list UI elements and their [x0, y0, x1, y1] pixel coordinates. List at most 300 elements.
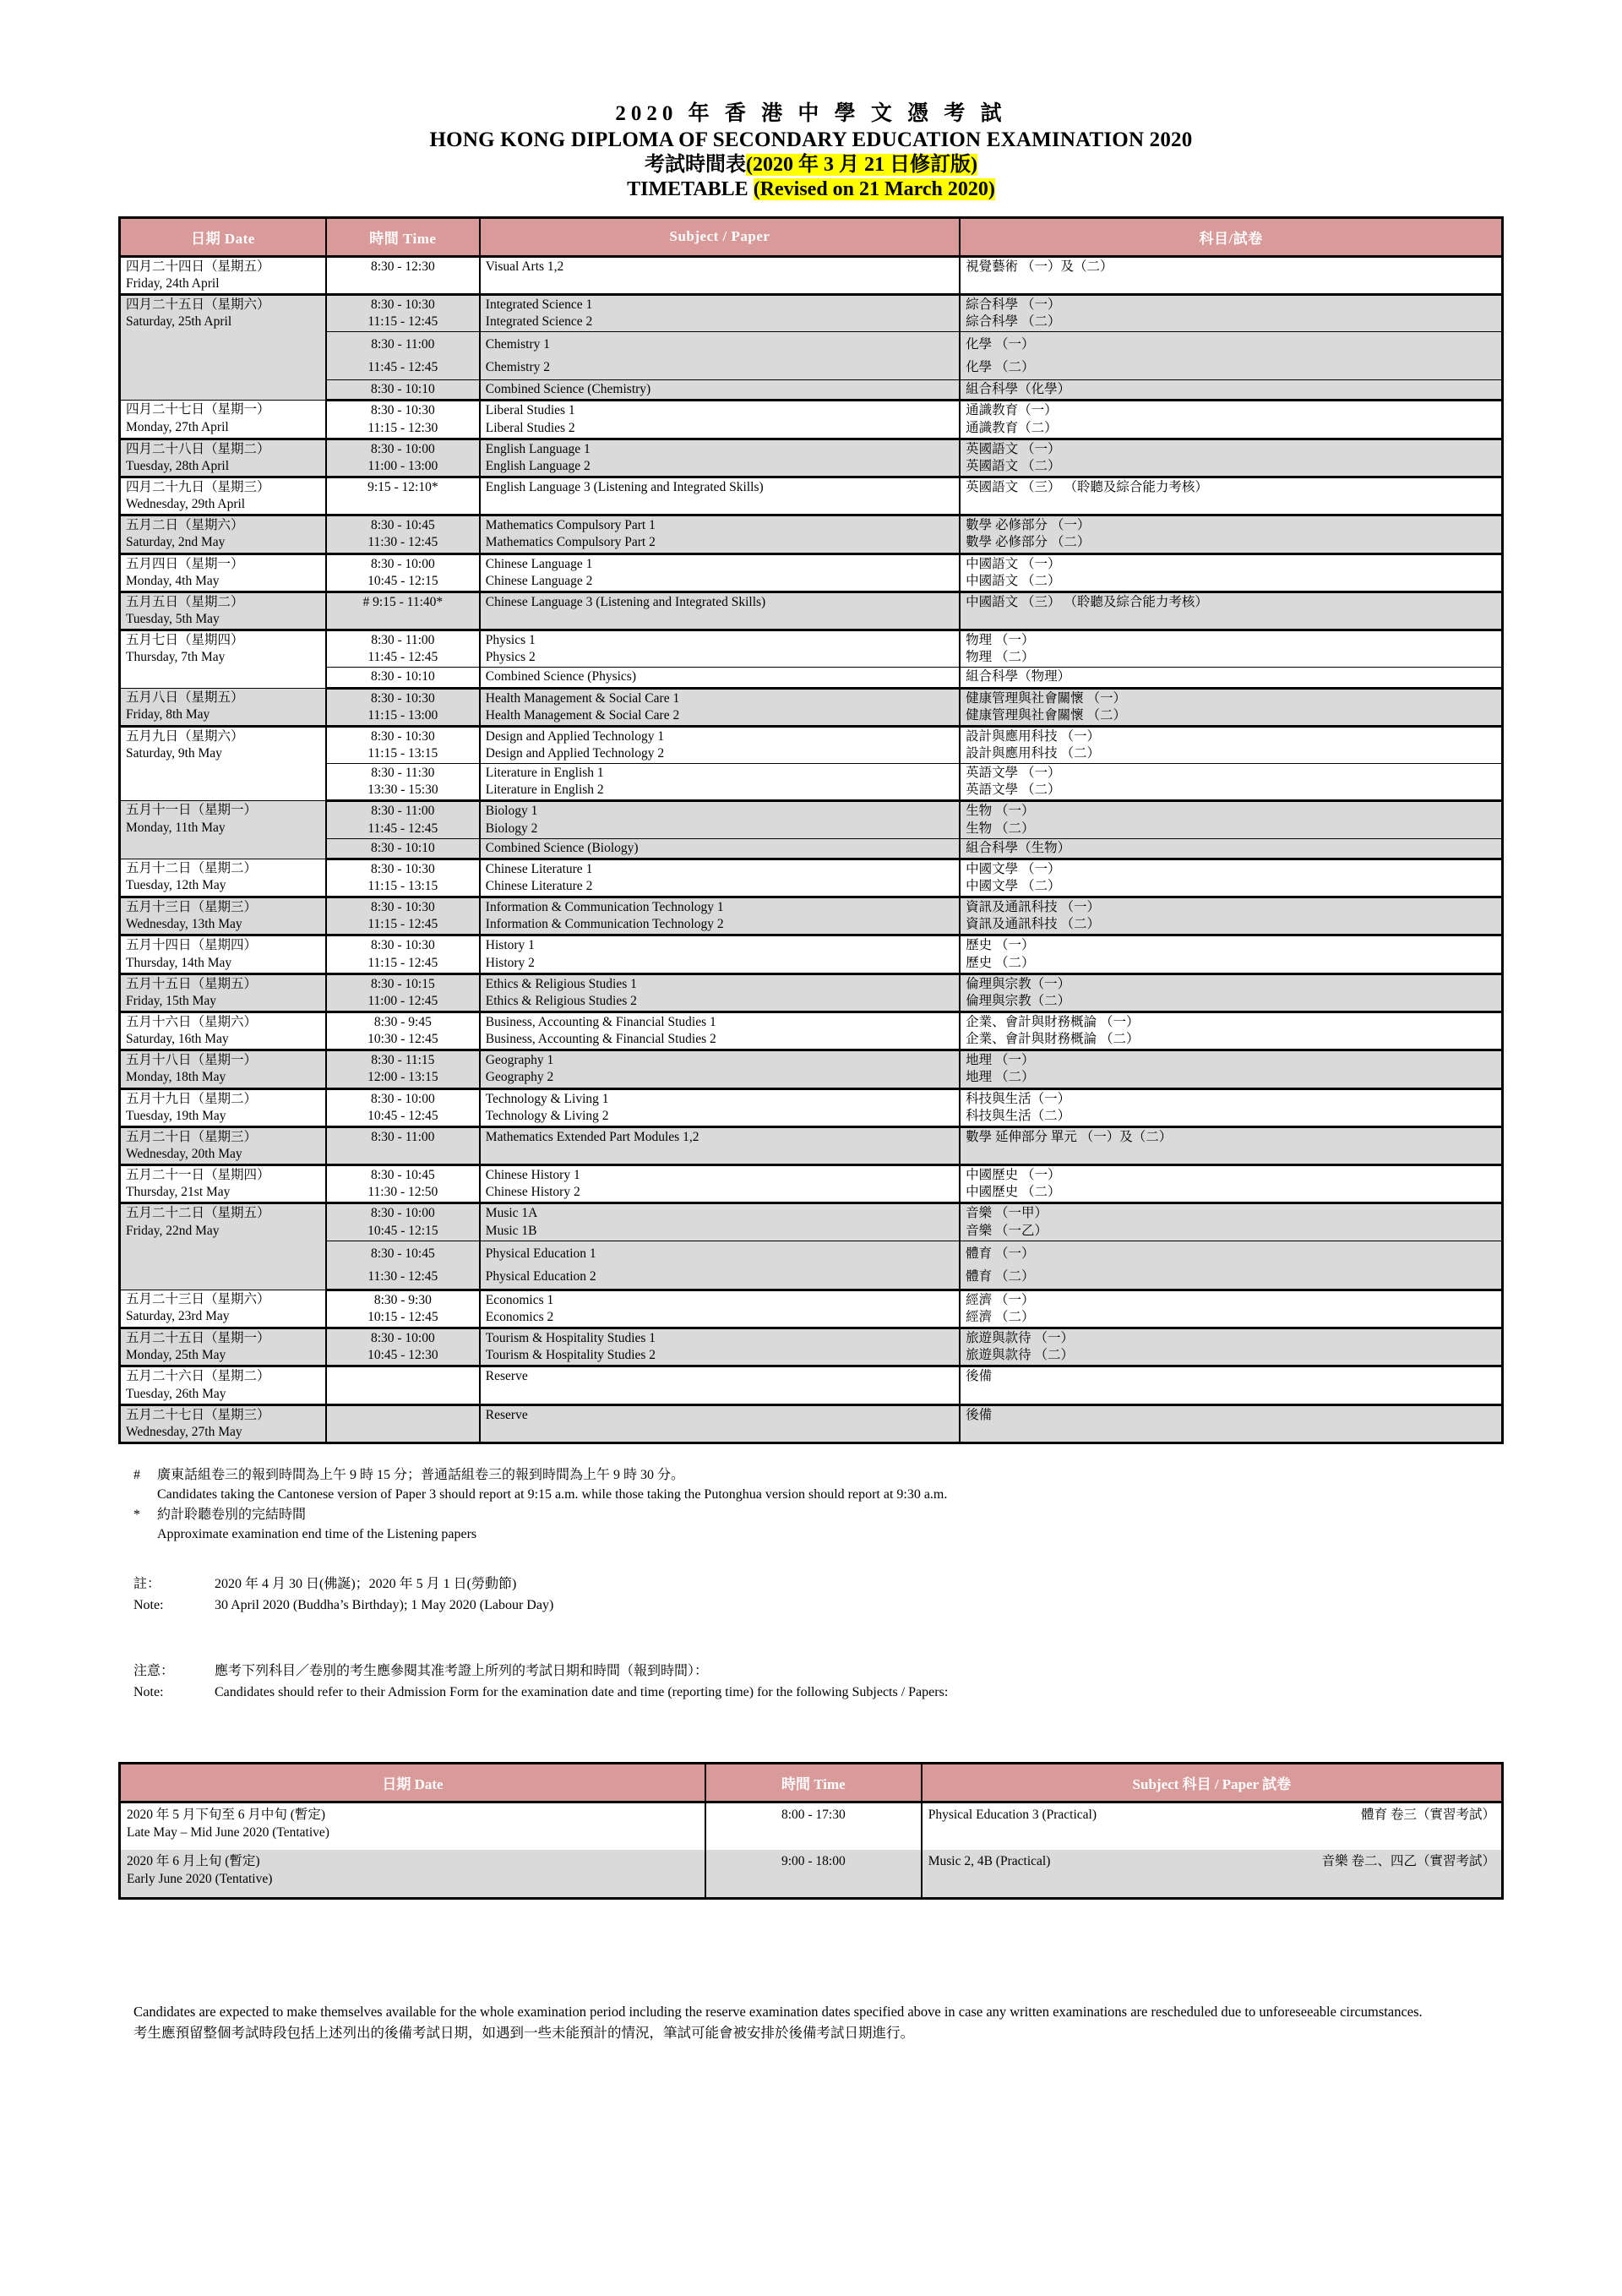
table-row — [120, 1165, 1503, 1203]
exam-subject: Integrated Science 1 — [485, 297, 593, 312]
exam-time: 8:30 - 11:00 — [371, 804, 435, 819]
exam-time: 8:30 - 10:10 — [370, 382, 435, 397]
exam-date-chinese: 五月七日（星期四） — [126, 633, 244, 648]
exam-time: 8:30 - 10:10 — [370, 669, 435, 684]
exam-time-cell — [326, 401, 480, 439]
exam-subject-cn-cell — [960, 592, 1502, 630]
exam-date-cell — [120, 1366, 326, 1404]
exam-date-english: Wednesday, 20th May — [126, 1146, 242, 1161]
practical-subject-chinese: 音樂 卷二、四乙（實習考試） — [1321, 1854, 1495, 1869]
exam-subject: Chinese History 2 — [485, 1185, 580, 1200]
exam-subject: Ethics & Religious Studies 2 — [485, 993, 637, 1008]
exam-time: 8:30 - 10:45 — [370, 518, 435, 533]
practical-table-row — [120, 1850, 1503, 1898]
exam-time: # 9:15 - 11:40* — [362, 594, 444, 609]
exam-subject-chinese: 設計與應用科技 （二） — [966, 746, 1101, 761]
exam-subject: Geography 1 — [485, 1053, 554, 1068]
exam-date-cell — [120, 801, 326, 859]
exam-date-cell — [120, 1290, 326, 1328]
note-admission-english: Candidates should refer to their Admission Form for the examination date and time (reporting time) for the following Subjects / Papers: — [215, 1685, 949, 1700]
table-row — [120, 801, 1503, 838]
exam-date-chinese: 五月二十二日（星期五） — [126, 1206, 270, 1221]
exam-subject-cell — [480, 380, 960, 401]
exam-date-chinese: 四月二十四日（星期五） — [126, 259, 270, 274]
examination-timetable — [118, 216, 1504, 1445]
exam-time-cell — [326, 764, 480, 801]
exam-time: 11:45 - 12:45 — [367, 821, 438, 836]
exam-time-cell — [326, 332, 480, 380]
exam-subject-cn-cell — [960, 477, 1502, 515]
footnote-hash-text — [157, 1466, 1504, 1504]
exam-date-chinese: 五月二十七日（星期三） — [126, 1407, 270, 1422]
exam-time-cell — [326, 973, 480, 1012]
exam-time: 8:30 - 10:00 — [370, 1331, 435, 1346]
exam-time-cell — [326, 630, 480, 668]
spacer — [118, 1704, 1504, 1753]
bottom-notice-english: Candidates are expected to make themselves available for the whole examination period including the reserve examination dates specified above in case any written examinations are rescheduled due to unforeseeable circumstances. — [133, 2003, 1423, 2020]
exam-subject-chinese: 中國文學 （二） — [966, 879, 1061, 893]
practical-table-body — [120, 1802, 1503, 1898]
exam-time-cell — [326, 897, 480, 935]
exam-subject-chinese: 經濟 （一） — [966, 1292, 1035, 1307]
exam-subject-cn-cell — [960, 515, 1502, 554]
exam-subject-cell — [480, 859, 960, 897]
exam-time-cell — [326, 935, 480, 973]
exam-time: 8:30 - 10:00 — [370, 441, 435, 456]
exam-date-chinese: 五月十三日（星期三） — [126, 900, 258, 915]
exam-subject-chinese: 生物 （二） — [966, 821, 1035, 836]
table-row — [120, 764, 1503, 801]
exam-subject-chinese: 物理 （二） — [966, 650, 1035, 665]
title-chinese-sub-plain: 考試時間表 — [645, 154, 746, 176]
exam-date-cell — [120, 554, 326, 592]
exam-subject-cell — [480, 973, 960, 1012]
exam-date-cell — [120, 897, 326, 935]
exam-date-english: Saturday, 25th April — [126, 314, 232, 329]
column-header-date: 日期 Date — [120, 217, 326, 256]
exam-date-english: Friday, 22nd May — [126, 1223, 220, 1238]
exam-subject: Business, Accounting & Financial Studies 1 — [485, 1014, 716, 1029]
exam-date-english: Tuesday, 28th April — [126, 458, 230, 473]
exam-date-english: Friday, 24th April — [126, 275, 220, 291]
table-row — [120, 897, 1503, 935]
exam-date-cell — [120, 630, 326, 688]
exam-time-cell — [326, 1404, 480, 1442]
exam-subject-cn-cell — [960, 554, 1502, 592]
exam-time: 8:30 - 10:30 — [370, 690, 435, 706]
exam-time-cell — [326, 1328, 480, 1366]
exam-subject-cn-cell — [960, 668, 1502, 688]
table-row — [120, 401, 1503, 439]
title-chinese-main: 2020 年 香 港 中 學 文 憑 考 試 — [615, 102, 1007, 125]
exam-subject-cn-cell — [960, 1404, 1502, 1442]
exam-subject: Liberal Studies 2 — [485, 420, 575, 435]
exam-subject: Chinese Language 2 — [485, 573, 593, 588]
exam-date-cell — [120, 1328, 326, 1366]
note-holidays-chinese: 2020 年 4 月 30 日(佛誕)；2020 年 5 月 1 日(勞動節) — [215, 1576, 517, 1591]
exam-subject-chinese: 科技與生活（一） — [966, 1091, 1071, 1106]
exam-subject-cn-cell — [960, 380, 1502, 401]
title-english-main: HONG KONG DIPLOMA OF SECONDARY EDUCATION EXAMINATION 2020 — [429, 128, 1193, 151]
exam-date-chinese: 五月十九日（星期二） — [126, 1091, 258, 1106]
exam-subject-cn-cell — [960, 1203, 1502, 1241]
exam-subject: Information & Communication Technology 1 — [485, 900, 724, 915]
exam-subject-cell — [480, 1328, 960, 1366]
exam-subject-cell — [480, 1165, 960, 1203]
exam-subject-chinese: 英國語文 （一） — [966, 441, 1061, 456]
exam-date-chinese: 四月二十七日（星期一） — [126, 402, 270, 417]
exam-date-chinese: 五月八日（星期五） — [126, 690, 244, 705]
exam-subject-cn-cell — [960, 256, 1502, 294]
exam-time: 10:15 - 12:45 — [367, 1310, 438, 1325]
exam-time: 8:30 - 11:00 — [371, 1129, 435, 1144]
exam-subject: Biology 1 — [485, 804, 538, 819]
practical-subject-chinese: 體育 卷三（實習考試） — [1361, 1807, 1495, 1822]
exam-time: 8:30 - 10:30 — [370, 728, 435, 744]
exam-date-chinese: 五月十四日（星期四） — [126, 938, 258, 953]
footnote-hash-chinese: 廣東話組卷三的報到時間為上午 9 時 15 分；普通話組卷三的報到時間為上午 9 時 30 分。 — [157, 1468, 685, 1483]
exam-subject-cell — [480, 294, 960, 331]
practical-date-cell — [120, 1850, 705, 1898]
exam-subject-chinese: 組合科學（生物） — [966, 840, 1071, 855]
exam-time: 10:45 - 12:45 — [367, 1108, 438, 1123]
practical-column-header-subject: Subject 科目 / Paper 試卷 — [922, 1763, 1503, 1802]
exam-date-cell — [120, 256, 326, 294]
practical-time-cell: 8:00 - 17:30 — [705, 1802, 922, 1850]
exam-date-english: Monday, 27th April — [126, 419, 229, 434]
table-row — [120, 256, 1503, 294]
exam-subject-cn-cell — [960, 1328, 1502, 1366]
footnote-hash-english: Candidates taking the Cantonese version of Paper 3 should report at 9:15 a.m. while those taking the Putonghua version should report at 9:30 a.m. — [157, 1486, 948, 1502]
practical-date-english: Early June 2020 (Tentative) — [127, 1872, 273, 1887]
exam-subject: History 2 — [485, 955, 535, 970]
exam-date-english: Monday, 18th May — [126, 1070, 226, 1085]
exam-subject-cell — [480, 764, 960, 801]
column-header-subject: Subject / Paper — [480, 217, 960, 256]
exam-subject-cn-cell — [960, 726, 1502, 763]
exam-time-cell — [326, 477, 480, 515]
exam-subject-cell — [480, 935, 960, 973]
table-row — [120, 1328, 1503, 1366]
spacer — [118, 1617, 1504, 1662]
exam-subject-cn-cell — [960, 935, 1502, 973]
exam-time: 8:30 - 10:30 — [370, 403, 435, 418]
exam-time: 10:30 - 12:45 — [367, 1032, 438, 1047]
title-english-sub-revision: (Revised on 21 March 2020) — [753, 178, 995, 201]
exam-subject-cn-cell — [960, 1126, 1502, 1164]
exam-time: 8:30 - 10:15 — [370, 976, 435, 991]
spacer — [118, 1546, 1504, 1575]
exam-subject: Business, Accounting & Financial Studies 2 — [485, 1032, 716, 1047]
exam-subject: Chinese Literature 2 — [485, 879, 593, 893]
note-admission-en-row — [118, 1683, 1504, 1703]
exam-date-cell — [120, 1012, 326, 1050]
exam-time-cell — [326, 668, 480, 688]
exam-subject-cn-cell — [960, 1088, 1502, 1126]
exam-subject: Economics 1 — [485, 1292, 554, 1307]
exam-subject: Chemistry 2 — [485, 360, 550, 375]
exam-subject-cn-cell — [960, 859, 1502, 897]
exam-date-chinese: 五月四日（星期一） — [126, 556, 244, 571]
exam-subject-chinese: 數學 延伸部分 單元 （一）及（二） — [966, 1129, 1173, 1144]
exam-subject-cell — [480, 1012, 960, 1050]
exam-time: 13:30 - 15:30 — [367, 783, 438, 798]
exam-subject-chinese: 英語文學 （一） — [966, 766, 1061, 781]
table-row — [120, 380, 1503, 401]
exam-subject-chinese: 地理 （一） — [966, 1053, 1035, 1068]
exam-time: 11:15 - 12:30 — [367, 420, 438, 435]
exam-subject-cell — [480, 1404, 960, 1442]
exam-date-cell — [120, 477, 326, 515]
timetable-body — [120, 256, 1503, 1443]
practical-header-row — [120, 1763, 1503, 1802]
exam-date-cell — [120, 688, 326, 726]
exam-subject-chinese: 旅遊與款待 （二） — [966, 1348, 1075, 1363]
title-chinese-sub-revision: (2020 年 3 月 21 日修訂版) — [746, 154, 977, 176]
exam-subject-chinese: 科技與生活（二） — [966, 1108, 1071, 1123]
table-row — [120, 1012, 1503, 1050]
exam-subject-cn-cell — [960, 332, 1502, 380]
exam-subject-chinese: 中國歷史 （一） — [966, 1168, 1061, 1183]
practical-subject-english: Physical Education 3 (Practical) — [928, 1807, 1097, 1822]
exam-time: 8:30 - 10:00 — [370, 1206, 435, 1221]
exam-subject: Physical Education 1 — [485, 1246, 596, 1261]
exam-subject-chinese: 資訊及通訊科技 （一） — [966, 900, 1101, 915]
exam-time: 8:30 - 9:30 — [373, 1292, 432, 1307]
exam-date-chinese: 五月十二日（星期二） — [126, 860, 258, 875]
exam-subject-cell — [480, 688, 960, 726]
exam-time: 8:30 - 9:45 — [373, 1014, 432, 1029]
exam-time: 8:30 - 10:10 — [370, 840, 435, 855]
exam-date-cell — [120, 1050, 326, 1088]
table-row — [120, 935, 1503, 973]
table-row — [120, 554, 1503, 592]
exam-date-chinese: 五月九日（星期六） — [126, 728, 244, 744]
practical-table-row — [120, 1802, 1503, 1850]
exam-subject-chinese: 視覺藝術 （一）及（二） — [966, 259, 1113, 274]
exam-subject-chinese: 企業、會計與財務概論 （一） — [966, 1014, 1140, 1029]
exam-subject-cell — [480, 801, 960, 838]
exam-subject: Reserve — [485, 1407, 528, 1422]
exam-date-cell — [120, 973, 326, 1012]
table-row — [120, 859, 1503, 897]
practical-date-chinese: 2020 年 5 月下旬至 6 月中旬 (暫定) — [127, 1807, 326, 1822]
exam-subject-chinese: 後備 — [966, 1407, 993, 1422]
exam-subject-cn-cell — [960, 688, 1502, 726]
exam-time-cell — [326, 838, 480, 859]
exam-date-chinese: 五月十六日（星期六） — [126, 1014, 258, 1029]
exam-subject-cell — [480, 1050, 960, 1088]
exam-subject: Music 1B — [485, 1223, 537, 1238]
exam-subject-cn-cell — [960, 897, 1502, 935]
exam-subject: Ethics & Religious Studies 1 — [485, 976, 637, 991]
exam-time-cell — [326, 515, 480, 554]
exam-subject-chinese: 綜合科學 （二） — [966, 314, 1061, 329]
exam-date-english: Thursday, 14th May — [126, 955, 232, 970]
exam-time-cell — [326, 1126, 480, 1164]
exam-subject: Design and Applied Technology 1 — [485, 728, 665, 744]
footnotes-section — [118, 1466, 1504, 1703]
exam-date-english: Saturday, 23rd May — [126, 1309, 230, 1324]
table-row — [120, 515, 1503, 554]
exam-subject-chinese: 旅遊與款待 （一） — [966, 1331, 1075, 1346]
exam-subject: Chinese Literature 1 — [485, 861, 593, 876]
exam-subject: Information & Communication Technology 2 — [485, 917, 724, 932]
exam-subject-chinese: 英國語文 （二） — [966, 458, 1061, 473]
exam-subject: Combined Science (Chemistry) — [485, 382, 651, 397]
exam-date-chinese: 四月二十九日（星期三） — [126, 480, 270, 495]
practical-column-header-date: 日期 Date — [120, 1763, 705, 1802]
footnote-star-marker: * — [133, 1508, 140, 1523]
exam-subject: Tourism & Hospitality Studies 1 — [485, 1331, 656, 1346]
note-admission-label-english: Note: — [133, 1685, 164, 1700]
exam-subject-chinese: 生物 （一） — [966, 804, 1035, 819]
document-title-block — [118, 101, 1504, 203]
exam-date-english: Tuesday, 26th May — [126, 1386, 226, 1401]
exam-subject-chinese: 音樂 （一乙） — [966, 1223, 1048, 1238]
exam-date-chinese: 四月二十八日（星期二） — [126, 441, 270, 456]
exam-date-english: Tuesday, 19th May — [126, 1108, 226, 1123]
exam-time: 8:30 - 10:45 — [370, 1168, 435, 1183]
exam-subject: Mathematics Extended Part Modules 1,2 — [485, 1129, 699, 1144]
exam-time: 11:30 - 12:45 — [367, 535, 438, 550]
exam-time-cell — [326, 801, 480, 838]
exam-time-cell — [326, 554, 480, 592]
table-row — [120, 1088, 1503, 1126]
exam-subject-cell — [480, 1290, 960, 1328]
exam-date-english: Saturday, 16th May — [126, 1032, 229, 1047]
exam-subject: Technology & Living 1 — [485, 1091, 609, 1106]
exam-date-cell — [120, 859, 326, 897]
exam-subject-chinese: 化學 （一） — [966, 337, 1035, 352]
exam-subject: Technology & Living 2 — [485, 1108, 609, 1123]
practical-date-english: Late May – Mid June 2020 (Tentative) — [127, 1824, 329, 1840]
table-row — [120, 726, 1503, 763]
exam-date-chinese: 四月二十五日（星期六） — [126, 297, 270, 312]
exam-time: 8:30 - 11:15 — [371, 1053, 435, 1068]
exam-subject-chinese: 倫理與宗教（一） — [966, 976, 1071, 991]
note-holidays-en-row — [118, 1596, 1504, 1616]
exam-time: 11:45 - 12:45 — [367, 650, 438, 665]
table-row — [120, 668, 1503, 688]
exam-date-english: Wednesday, 13th May — [126, 917, 242, 932]
exam-subject-cell — [480, 554, 960, 592]
exam-subject-cn-cell — [960, 973, 1502, 1012]
exam-subject: Mathematics Compulsory Part 1 — [485, 518, 656, 533]
exam-time-cell — [326, 294, 480, 331]
exam-date-chinese: 五月二日（星期六） — [126, 518, 244, 533]
exam-date-cell — [120, 726, 326, 801]
exam-subject-chinese: 設計與應用科技 （一） — [966, 728, 1101, 744]
exam-date-cell — [120, 1165, 326, 1203]
exam-subject: Reserve — [485, 1369, 528, 1384]
bottom-notice — [118, 2001, 1504, 2043]
table-row — [120, 294, 1503, 331]
exam-subject-chinese: 綜合科學 （一） — [966, 297, 1061, 312]
note-holidays — [118, 1575, 1504, 1595]
exam-subject: Liberal Studies 1 — [485, 403, 575, 418]
exam-date-english: Friday, 8th May — [126, 706, 210, 722]
exam-time: 11:30 - 12:45 — [367, 1268, 438, 1284]
exam-subject-chinese: 數學 必修部分 （一） — [966, 518, 1091, 533]
table-row — [120, 1241, 1503, 1290]
exam-subject-cell — [480, 726, 960, 763]
exam-date-cell — [120, 439, 326, 477]
exam-time: 11:00 - 13:00 — [367, 458, 438, 473]
table-row — [120, 439, 1503, 477]
exam-date-chinese: 五月十八日（星期一） — [126, 1053, 258, 1068]
title-english-sub-plain: TIMETABLE — [627, 178, 754, 201]
exam-date-chinese: 五月二十六日（星期二） — [126, 1369, 270, 1384]
exam-subject-cell — [480, 439, 960, 477]
bottom-notice-chinese: 考生應預留整個考試時段包括上述列出的後備考試日期，如遇到一些未能預計的情況，筆試可能會被安排於後備考試日期進行。 — [133, 2024, 914, 2041]
footnote-hash — [118, 1466, 1504, 1504]
exam-date-chinese: 五月二十五日（星期一） — [126, 1331, 270, 1346]
note-admission-label-chinese: 注意： — [133, 1664, 175, 1679]
exam-time: 8:30 - 10:30 — [370, 297, 435, 312]
exam-time: 8:30 - 10:00 — [370, 556, 435, 571]
exam-date-english: Monday, 25th May — [126, 1348, 226, 1363]
table-row — [120, 630, 1503, 668]
exam-date-cell — [120, 401, 326, 439]
exam-subject-cn-cell — [960, 1290, 1502, 1328]
exam-subject-chinese: 中國語文 （三） （聆聽及綜合能力考核） — [966, 594, 1208, 609]
exam-subject: Literature in English 1 — [485, 766, 604, 781]
practical-examination-table — [118, 1762, 1504, 1900]
exam-subject: English Language 1 — [485, 441, 591, 456]
exam-subject: Economics 2 — [485, 1310, 554, 1325]
exam-subject: Health Management & Social Care 2 — [485, 707, 680, 723]
exam-time: 8:30 - 11:00 — [371, 337, 435, 352]
exam-subject-chinese: 後備 — [966, 1369, 993, 1384]
exam-subject-cn-cell — [960, 630, 1502, 668]
exam-subject: Chemistry 1 — [485, 337, 550, 352]
exam-time-cell — [326, 1290, 480, 1328]
exam-subject-chinese: 體育 （一） — [966, 1246, 1035, 1261]
note-holidays-label-chinese: 註： — [133, 1576, 161, 1591]
exam-time: 11:15 - 13:00 — [367, 707, 438, 723]
exam-time-cell — [326, 1050, 480, 1088]
exam-date-english: Tuesday, 5th May — [126, 612, 220, 627]
table-row — [120, 1050, 1503, 1088]
exam-time: 11:45 - 12:45 — [367, 360, 438, 375]
exam-subject: Tourism & Hospitality Studies 2 — [485, 1348, 656, 1363]
footnote-star — [118, 1506, 1504, 1544]
practical-subject-cell — [922, 1850, 1503, 1898]
exam-date-english: Tuesday, 12th May — [126, 878, 226, 892]
exam-date-english: Saturday, 9th May — [126, 746, 222, 761]
exam-date-english: Wednesday, 29th April — [126, 497, 246, 512]
exam-date-english: Monday, 4th May — [126, 573, 220, 588]
exam-subject: English Language 3 (Listening and Integrated Skills) — [485, 480, 764, 495]
exam-subject-cell — [480, 1126, 960, 1164]
exam-subject-chinese: 倫理與宗教（二） — [966, 993, 1071, 1008]
exam-time-cell — [326, 1203, 480, 1241]
practical-time-cell: 9:00 - 18:00 — [705, 1850, 922, 1898]
exam-subject-chinese: 組合科學（物理） — [966, 669, 1071, 684]
exam-subject: Health Management & Social Care 1 — [485, 690, 680, 706]
exam-subject-chinese: 健康管理與社會關懷 （一） — [966, 690, 1127, 706]
exam-subject-cn-cell — [960, 294, 1502, 331]
column-header-time: 時間 Time — [326, 217, 480, 256]
practical-subject-english: Music 2, 4B (Practical) — [928, 1854, 1051, 1869]
exam-subject-chinese: 組合科學（化學） — [966, 382, 1071, 397]
exam-subject: Geography 2 — [485, 1070, 554, 1085]
exam-date-cell — [120, 1126, 326, 1164]
exam-subject-cell — [480, 332, 960, 380]
exam-date-english: Wednesday, 27th May — [126, 1424, 242, 1439]
exam-subject-cell — [480, 256, 960, 294]
